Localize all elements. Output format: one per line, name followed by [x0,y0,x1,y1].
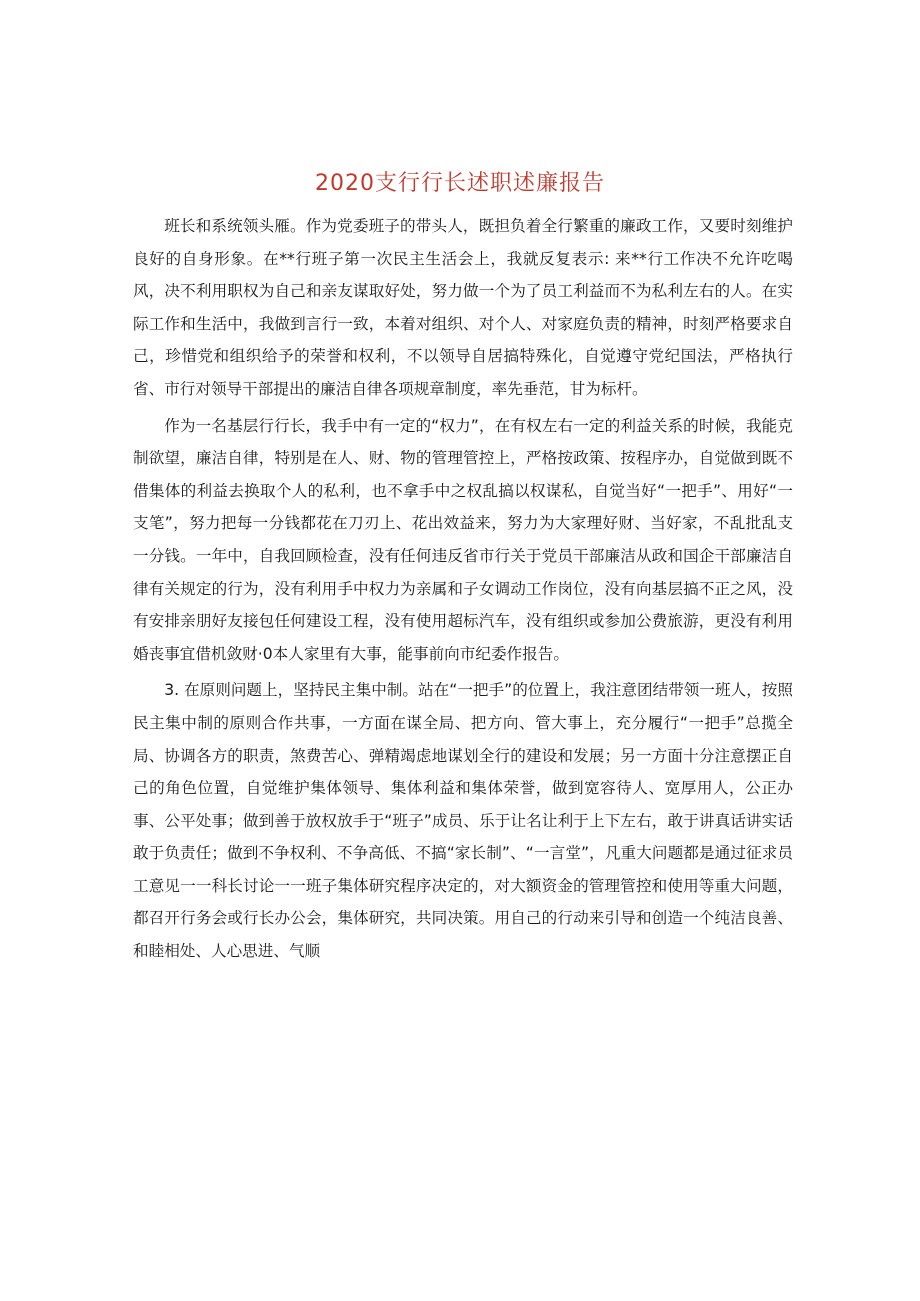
document-body [133,210,793,972]
paragraph-1: 班长和系统领头雁。作为党委班子的带头人，既担负着全行繁重的廉政工作，又要时刻维护良好的自身形象。在**行班子第一次民主生活会上，我就反复表示: 来**行工作决不允许吃喝风，决不利用职权为自己和亲友谋取好处，努力做一个为了员工利益而不为私利左右的人。在实际工作和生活中，我做到言行一致，本着对组织、对个人、对家庭负责的精神，时刻严格要求自己，珍惜党和组织给予的荣誉和权利，不以领导自居搞特殊化，自觉遵守党纪国法，严格执行省、市行对领导干部提出的廉洁自律各项规章制度，率先垂范，甘为标杆。 [133,217,793,398]
document-title: 2020支行行长述职述廉报告 [315,171,605,196]
paragraph-3: 3. 在原则问题上，坚持民主集中制。站在“一把手”的位置上，我注意团结带领一班人，按照民主集中制的原则合作共事，一方面在谋全局、把方向、管大事上，充分履行“一把手”总揽全局、协调各方的职责，煞费苦心、弹精竭虑地谋划全行的建设和发展；另一方面十分注意摆正自己的角色位置，自觉维护集体领导、集体利益和集体荣誉，做到宽容待人、宽厚用人，公正办事、公平处事；做到善于放权放手于“班子”成员、乐于让名让利于上下左右，敢于讲真话讲实话敢于负责任；做到不争权利、不争高低、不搞“家长制”、“一言堂”，凡重大问题都是通过征求员工意见一一科长讨论一一班子集体研究程序决定的，对大额资金的管理管控和使用等重大问题，都召开行务会或行长办公会，集体研究，共同决策。用自己的行动来引导和创造一个纯洁良善、和睦相处、人心思进、气顺 [133,681,793,961]
paragraph-2: 作为一名基层行行长，我手中有一定的“权力”，在有权左右一定的利益关系的时候，我能克制欲望，廉洁自律，特别是在人、财、物的管理管控上，严格按政策、按程序办，自觉做到既不借集体的利益去换取个人的私利，也不拿手中之权乱搞以权谋私，自觉当好“一把手”、用好“一支笔”，努力把每一分钱都花在刀刃上、花出效益来，努力为大家理好财、当好家，不乱批乱支一分钱。一年中，自我回顾检查，没有任何违反省市行关于党员干部廉洁从政和国企干部廉洁自律有关规定的行为，没有利用手中权力为亲属和子女调动工作岗位，没有向基层搞不正之风，没有安排亲朋好友接包任何建设工程，没有使用超标汽车，没有组织或参加公费旅游，更没有利用婚丧事宜借机敛财·0本人家里有大事，能事前向市纪委作报告。 [133,416,793,663]
